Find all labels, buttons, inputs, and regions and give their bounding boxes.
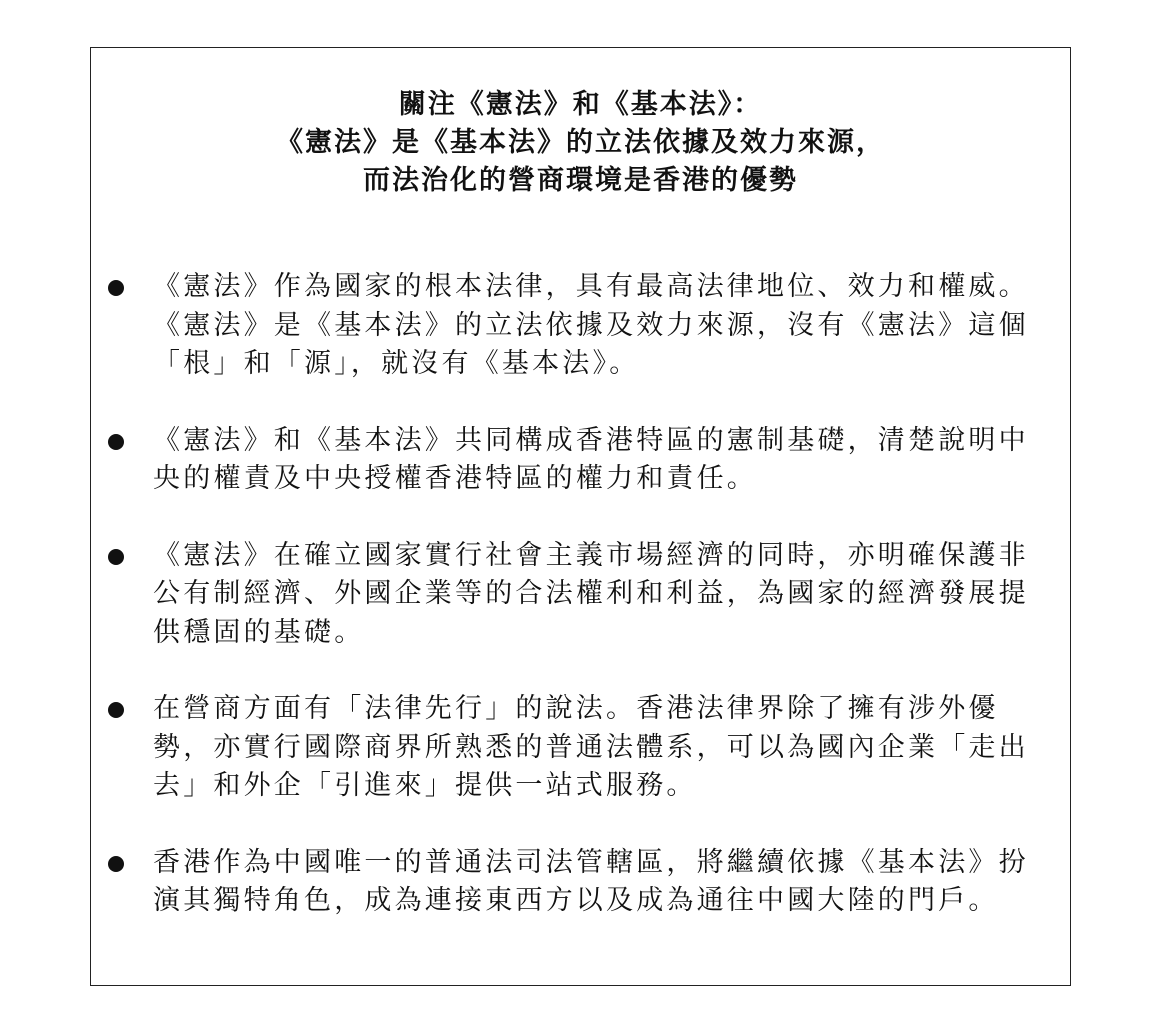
bullet-item-4 xyxy=(91,690,1070,806)
bullet-item-1 xyxy=(91,268,1070,384)
bullet-text: 《憲法》作為國家的根本法律，具有最高法律地位、效力和權威。《憲法》是《基本法》的立法依據及效力來源，沒有《憲法》這個「根」和「源」，就沒有《基本法》。 xyxy=(153,271,1029,379)
bullet-text: 《憲法》在確立國家實行社會主義市場經濟的同時，亦明確保護非公有制經濟、外國企業等的合法權利和利益，為國家的經濟發展提供穩固的基礎。 xyxy=(153,539,1029,648)
bullet-list xyxy=(91,268,1070,959)
document-title xyxy=(91,86,1070,200)
bullet-text: 香港作為中國唯一的普通法司法管轄區，將繼續依據《基本法》扮演其獨特角色，成為連接東西方以及成為通往中國大陸的門戶。 xyxy=(153,846,1029,916)
bullet-item-2 xyxy=(91,422,1070,499)
bullet-dot-icon xyxy=(108,549,124,565)
bullet-item-3 xyxy=(91,537,1070,653)
bullet-dot-icon xyxy=(108,434,124,450)
bullet-dot-icon xyxy=(108,280,124,296)
bullet-item-5 xyxy=(91,844,1070,921)
bullet-dot-icon xyxy=(108,856,124,872)
title-line-2: 《憲法》是《基本法》的立法依據及效力來源， xyxy=(276,127,885,158)
bullet-dot-icon xyxy=(108,702,124,718)
title-line-3: 而法治化的營商環境是香港的優勢 xyxy=(363,165,798,196)
title-line-1: 關注《憲法》和《基本法》： xyxy=(398,89,763,120)
bullet-text: 《憲法》和《基本法》共同構成香港特區的憲制基礎，清楚說明中央的權責及中央授權香港特區的權力和責任。 xyxy=(153,424,1029,494)
document-frame xyxy=(90,47,1071,986)
bullet-text: 在營商方面有「法律先行」的說法。香港法律界除了擁有涉外優勢，亦實行國際商界所熟悉的普通法體系，可以為國內企業「走出去」和外企「引進來」提供一站式服務。 xyxy=(153,693,1029,801)
